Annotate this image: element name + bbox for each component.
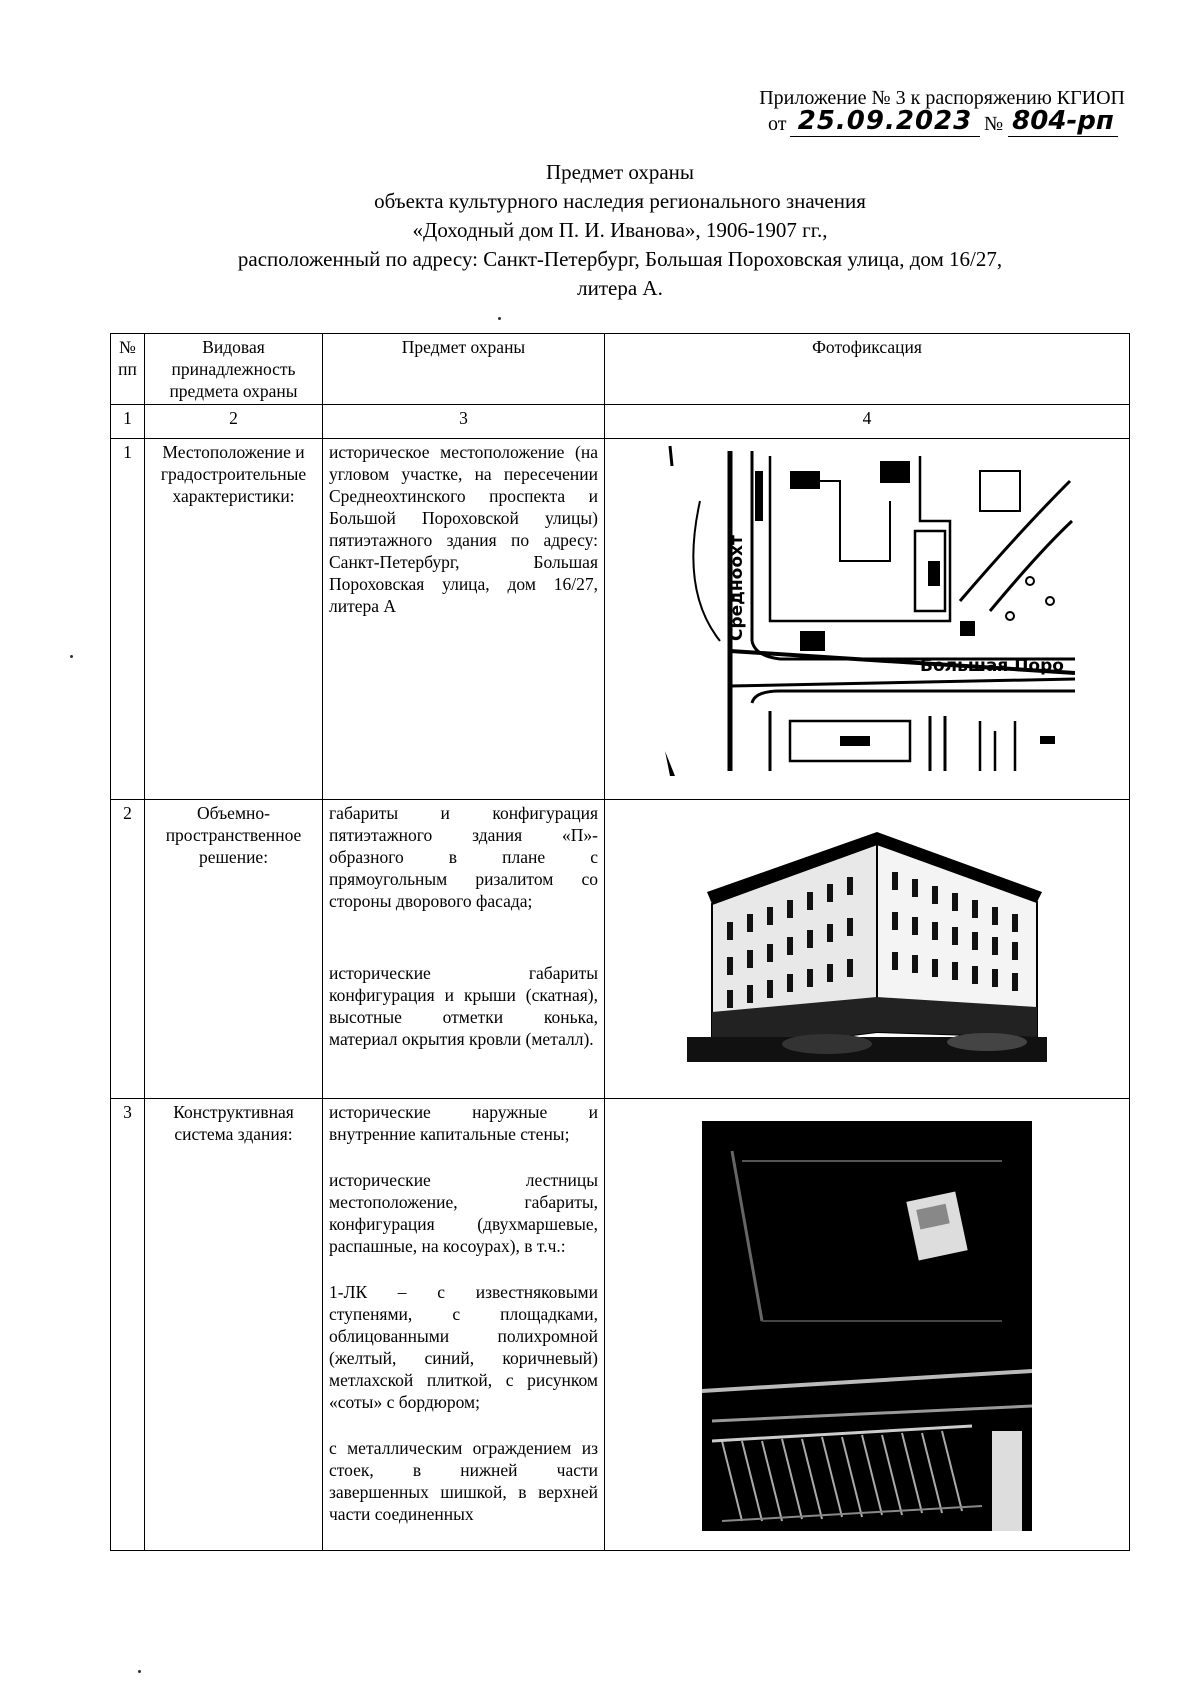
protection-table <box>110 333 1130 1551</box>
photo-cell <box>605 800 1130 1099</box>
subject-paragraph: габариты и конфигурация пятиэтажного здания «П»-образного в плане с прямоугольным ризалитом со стороны дворового фасада; <box>329 803 598 911</box>
colnum-1: 1 <box>111 405 145 439</box>
subject-paragraph: исторические лестницы местоположение, габариты, конфигурация (двухмаршевые, распашные, на косоурах), в т.ч.: <box>329 1170 598 1256</box>
subject-paragraph: 1-ЛК – с известняковыми ступенями, с площадками, облицованными полихромной (желтый, синий, коричневый) метлахской плиткой, с рисунком «соты» с бордюром; <box>329 1282 598 1412</box>
header-photo: Фотофиксация <box>605 334 1130 405</box>
scan-dot <box>138 1670 141 1673</box>
subject-paragraph: исторические наружные и внутренние капитальные стены; <box>329 1102 598 1144</box>
appendix-header <box>600 86 1125 146</box>
scan-dot <box>70 655 73 658</box>
document-title <box>110 158 1130 303</box>
colnum-2: 2 <box>145 405 323 439</box>
staircase-photo <box>702 1121 1032 1531</box>
row-num: 3 <box>111 1099 145 1551</box>
table-row <box>111 1099 1130 1551</box>
title-line-5: литера А. <box>577 276 663 300</box>
appendix-date-line <box>600 106 1125 146</box>
row-num: 1 <box>111 439 145 800</box>
title-line-1: Предмет охраны <box>545 160 695 184</box>
header-category: Видовая принадлежность предмета охраны <box>145 334 323 405</box>
row-category: Местоположение и градостроительные характеристики: <box>145 439 323 800</box>
building-photo <box>687 822 1047 1062</box>
map-street-label-vertical: Средноохт <box>726 535 747 641</box>
row-subject <box>323 439 605 800</box>
handwritten-number: 804-рп <box>1008 106 1118 137</box>
scan-dot <box>498 317 501 320</box>
photo-cell <box>605 439 1130 800</box>
colnum-4: 4 <box>605 405 1130 439</box>
row-subject <box>323 800 605 1099</box>
header-subject: Предмет охраны <box>323 334 605 405</box>
header-num: № пп <box>111 334 145 405</box>
title-line-2: объекта культурного наследия регионального значения <box>374 189 866 213</box>
appendix-ot-label: от <box>768 113 787 135</box>
table-row <box>111 439 1130 800</box>
map-street-label-horizontal: Большая Поро <box>919 656 1064 676</box>
row-category: Объемно-пространственное решение: <box>145 800 323 1099</box>
title-line-4: расположенный по адресу: Санкт-Петербург, Большая Пороховская улица, дом 16/27, <box>237 247 1003 271</box>
table-header-row <box>111 334 1130 405</box>
row-num: 2 <box>111 800 145 1099</box>
photo-cell <box>605 1099 1130 1551</box>
row-subject <box>323 1099 605 1551</box>
appendix-number-sign: № <box>984 113 1004 135</box>
colnum-3: 3 <box>323 405 605 439</box>
subject-paragraph: с металлическим ограждением из стоек, в нижней части завершенных шишкой, в верхней части соединенных <box>329 1438 598 1524</box>
table-colnum-row <box>111 405 1130 439</box>
handwritten-date: 25.09.2023 <box>790 106 980 137</box>
subject-paragraph: исторические габариты конфигурация и крыши (скатная), высотные отметки конька, материал окрытия кровли (металл). <box>329 963 598 1049</box>
location-map-image <box>660 441 1075 781</box>
subject-paragraph: историческое местоположение (на угловом участке, на пересечении Среднеохтинского проспекта и Большой Пороховской улицы) пятиэтажного здания по адресу: Санкт-Петербург, Большая Пороховская улица, дом 16/27, литера А <box>329 442 598 616</box>
table-row <box>111 800 1130 1099</box>
appendix-line: Приложение № 3 к распоряжению КГИОП <box>759 87 1125 109</box>
row-category: Конструктивная система здания: <box>145 1099 323 1551</box>
title-line-3: «Доходный дом П. И. Иванова», 1906-1907 гг., <box>412 218 828 242</box>
